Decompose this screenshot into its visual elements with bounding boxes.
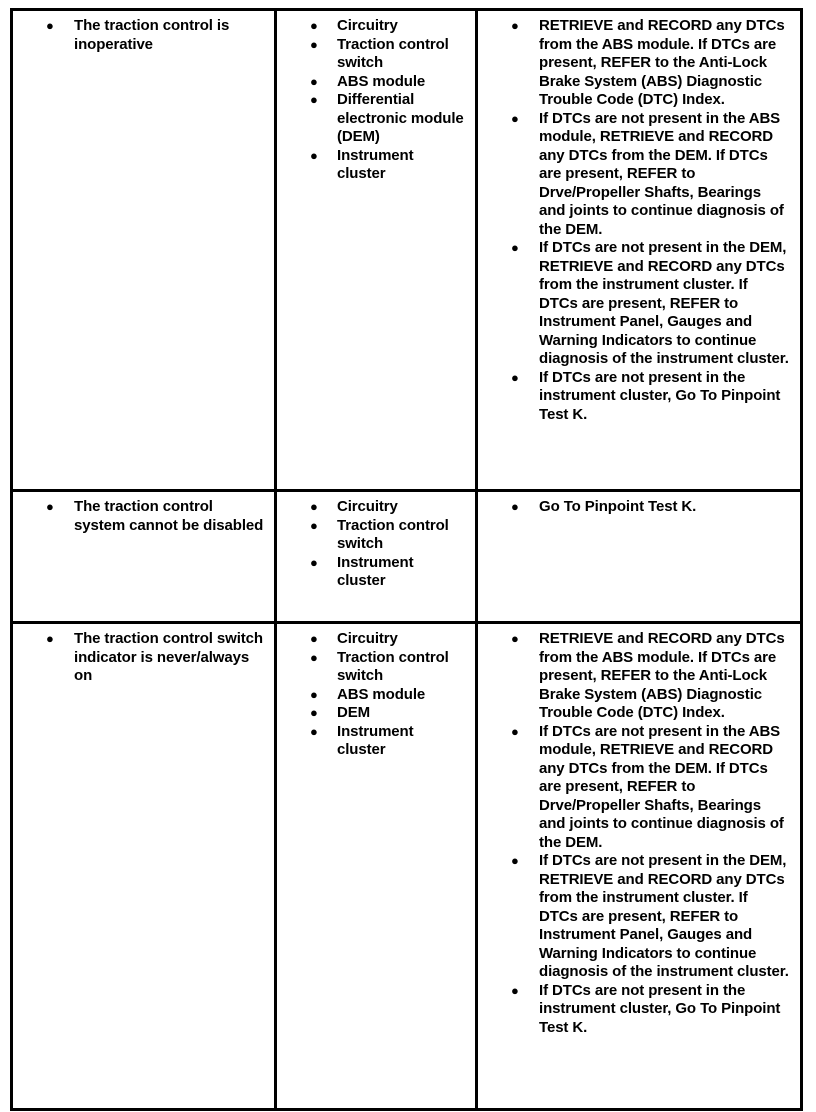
bullet-icon: ● — [310, 147, 318, 163]
bullet-icon: ● — [310, 499, 318, 514]
list-item: ● If DTCs are not present in the instrument cluster, Go To Pinpoint Test K. — [511, 981, 781, 1036]
condition-list — [13, 17, 264, 54]
bullet-icon: ● — [310, 517, 318, 533]
source-cell — [276, 491, 477, 623]
list-item: ● RETRIEVE and RECORD any DTCs from the ABS module. If DTCs are present, REFER to the Anti-Lock Brake System (ABS) Diagnostic Trouble Code (DTC) Index. — [511, 630, 785, 721]
bullet-icon: ● — [511, 499, 519, 514]
bullet-icon: ● — [310, 705, 318, 720]
bullet-icon: ● — [310, 92, 318, 107]
list-item: ● Traction control switch — [310, 648, 449, 684]
bullet-icon: ● — [310, 649, 318, 665]
condition-list — [13, 498, 264, 535]
list-item: ● If DTCs are not present in the DEM, RETRIEVE and RECORD any DTCs from the instrument cluster. If DTCs are present, REFER to Instrument Panel, Gauges and Warning Indicators to continue diagnosis of the instrument cluster. — [511, 852, 789, 980]
condition-cell — [12, 623, 276, 1110]
list-item: ● Circuitry — [310, 630, 398, 647]
action-cell — [477, 623, 802, 1110]
condition-list — [13, 630, 264, 686]
action-cell — [477, 10, 802, 491]
table-row — [12, 491, 802, 623]
bullet-icon: ● — [310, 554, 318, 570]
bullet-icon: ● — [310, 18, 318, 33]
table-row — [12, 623, 802, 1110]
source-cell — [276, 10, 477, 491]
list-item: ● Instrument cluster — [310, 722, 414, 758]
source-cell — [276, 623, 477, 1110]
list-item: ● ABS module — [310, 72, 426, 90]
bullet-icon: ● — [511, 18, 519, 33]
condition-cell — [12, 491, 276, 623]
bullet-icon: ● — [46, 631, 54, 646]
action-list — [478, 630, 790, 1037]
list-item: ● Differential electronic module (DEM) — [310, 91, 464, 145]
list-item: ● The traction control system cannot be disabled — [46, 498, 264, 534]
list-item: ● Traction control switch — [310, 516, 449, 552]
bullet-icon: ● — [310, 36, 318, 52]
list-item: ● Instrument cluster — [310, 553, 414, 589]
bullet-icon: ● — [511, 631, 519, 646]
list-item: ● If DTCs are not present in the ABS module, RETRIEVE and RECORD any DTCs from the DEM. If DTCs are present, REFER to Drve/Propeller Shafts, Bearings and joints to continue diagnosis of the DEM. — [511, 109, 784, 238]
bullet-icon: ● — [310, 631, 318, 646]
condition-cell — [12, 10, 276, 491]
source-list — [277, 17, 465, 184]
bullet-icon: ● — [511, 982, 519, 998]
list-item: ● Circuitry — [310, 17, 398, 34]
bullet-icon: ● — [511, 723, 519, 739]
bullet-icon: ● — [46, 499, 54, 514]
list-item: ● RETRIEVE and RECORD any DTCs from the ABS module. If DTCs are present, REFER to the Anti-Lock Brake System (ABS) Diagnostic Trouble Code (DTC) Index. — [511, 17, 785, 108]
table-row — [12, 10, 802, 491]
action-cell — [477, 491, 802, 623]
list-item: ● Instrument cluster — [310, 146, 414, 182]
list-item: ● If DTCs are not present in the DEM, RETRIEVE and RECORD any DTCs from the instrument cluster. If DTCs are present, REFER to Instrument Panel, Gauges and Warning Indicators to continue diagnosis of the instrument cluster. — [511, 239, 789, 367]
bullet-icon: ● — [511, 853, 519, 868]
bullet-icon: ● — [310, 686, 318, 702]
list-item: ● Traction control switch — [310, 35, 449, 71]
bullet-icon: ● — [310, 723, 318, 739]
action-list — [478, 498, 790, 517]
list-item: ● If DTCs are not present in the instrument cluster, Go To Pinpoint Test K. — [511, 368, 781, 423]
bullet-icon: ● — [511, 369, 519, 385]
list-item: ● DEM — [310, 704, 371, 721]
bullet-icon: ● — [46, 18, 54, 33]
list-item: ● ABS module — [310, 685, 426, 703]
list-item: ● Circuitry — [310, 498, 398, 515]
bullet-icon: ● — [511, 240, 519, 255]
page — [10, 8, 800, 1111]
source-list — [277, 498, 465, 591]
symptom-chart-table — [10, 8, 803, 1111]
list-item: ● The traction control is inoperative — [46, 17, 230, 53]
list-item: ● Go To Pinpoint Test K. — [511, 498, 697, 515]
action-list — [478, 17, 790, 424]
list-item: ● If DTCs are not present in the ABS module, RETRIEVE and RECORD any DTCs from the DEM. If DTCs are present, REFER to Drve/Propeller Shafts, Bearings and joints to continue diagnosis of the DEM. — [511, 722, 784, 851]
bullet-icon: ● — [511, 110, 519, 126]
bullet-icon: ● — [310, 73, 318, 89]
source-list — [277, 630, 465, 760]
list-item: ● The traction control switch indicator is never/always on — [46, 630, 263, 684]
